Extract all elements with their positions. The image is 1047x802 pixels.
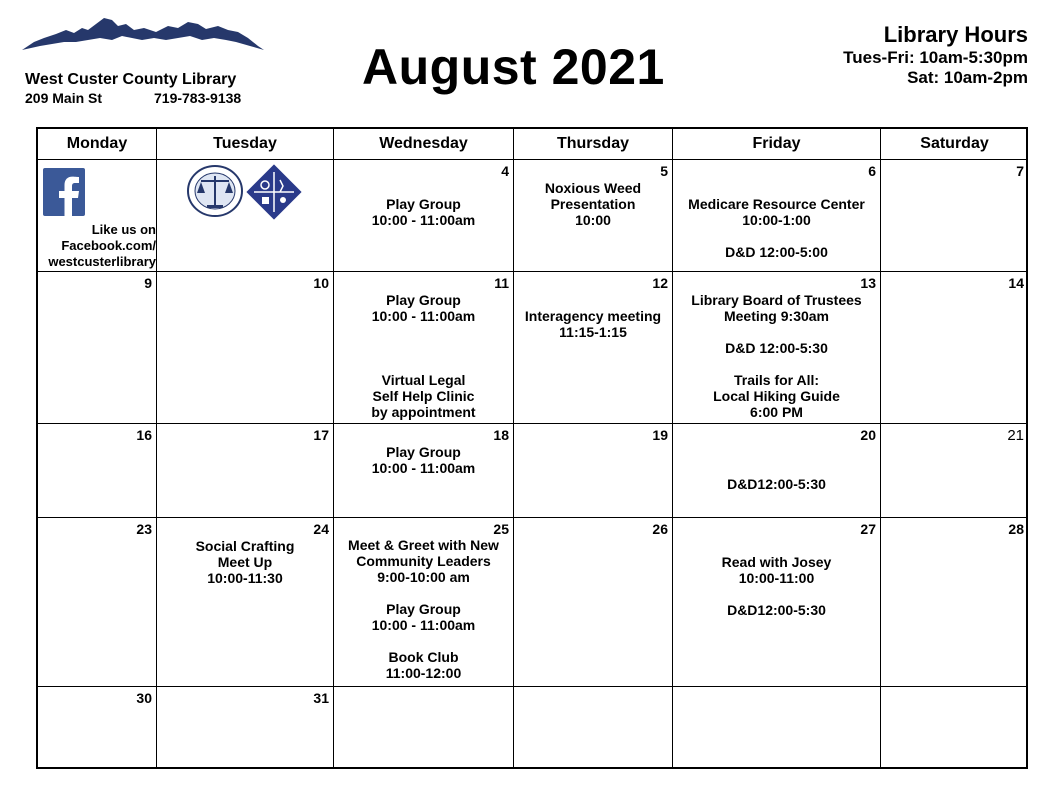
event-line: Virtual Legal xyxy=(381,372,466,388)
day-number: 20 xyxy=(860,427,876,443)
day-number: 27 xyxy=(860,521,876,537)
event-line xyxy=(673,324,880,340)
event-line: 10:00 - 11:00am xyxy=(371,308,476,324)
event-line: Read with Josey xyxy=(721,554,832,570)
event-line: 10:00-11:30 xyxy=(207,570,283,586)
day-number: 21 xyxy=(1007,427,1024,444)
day-cell xyxy=(334,424,514,518)
event-list xyxy=(334,537,513,681)
day-cell xyxy=(38,272,157,424)
event-line: 6:00 PM xyxy=(750,404,803,420)
day-cell xyxy=(881,160,1028,272)
day-number: 30 xyxy=(136,690,152,706)
event-line: Presentation xyxy=(550,196,636,212)
event-line: 10:00 xyxy=(575,212,611,228)
day-number: 10 xyxy=(313,275,329,291)
day-cell xyxy=(157,687,334,769)
header-saturday: Saturday xyxy=(881,129,1028,160)
facebook-link-text[interactable] xyxy=(48,222,156,270)
header-tuesday: Tuesday xyxy=(157,129,334,160)
library-address: 209 Main St xyxy=(25,90,103,106)
day-cell xyxy=(38,518,157,687)
day-cell xyxy=(334,160,514,272)
event-list xyxy=(514,180,672,228)
hours-weekday: Tues-Fri: 10am-5:30pm xyxy=(843,48,1028,67)
day-number: 19 xyxy=(652,427,668,443)
event-line xyxy=(334,633,513,649)
day-number: 24 xyxy=(313,521,329,537)
event-line: Book Club xyxy=(388,649,459,665)
event-line: Meet Up xyxy=(217,554,273,570)
event-line xyxy=(514,292,672,308)
event-list xyxy=(334,292,513,420)
event-list xyxy=(334,196,513,228)
day-cell xyxy=(673,518,881,687)
event-line xyxy=(673,460,880,476)
event-line: Medicare Resource Center xyxy=(688,196,865,212)
event-list xyxy=(157,538,333,586)
library-hours xyxy=(843,22,1028,88)
header-thursday: Thursday xyxy=(514,129,673,160)
event-line: 10:00-1:00 xyxy=(742,212,811,228)
hours-title: Library Hours xyxy=(883,22,1028,47)
day-cell xyxy=(673,687,881,769)
day-number: 26 xyxy=(652,521,668,537)
event-list xyxy=(334,444,513,476)
event-list xyxy=(673,538,880,618)
day-cell xyxy=(514,272,673,424)
day-cell xyxy=(881,687,1028,769)
day-cell xyxy=(157,160,334,272)
event-line xyxy=(673,444,880,460)
day-number: 9 xyxy=(144,275,152,291)
hours-saturday: Sat: 10am-2pm xyxy=(907,68,1028,87)
day-cell xyxy=(38,687,157,769)
event-line: Meet & Greet with New xyxy=(348,537,499,553)
event-line xyxy=(334,324,513,340)
day-cell xyxy=(157,424,334,518)
event-line: 10:00 - 11:00am xyxy=(371,212,476,228)
event-line xyxy=(673,538,880,554)
day-number: 31 xyxy=(313,690,329,706)
event-line: Noxious Weed xyxy=(544,180,642,196)
day-cell xyxy=(514,687,673,769)
day-cell xyxy=(673,424,881,518)
event-line: Meeting 9:30am xyxy=(723,308,830,324)
event-list xyxy=(673,196,880,260)
header-monday: Monday xyxy=(38,129,157,160)
event-line xyxy=(673,228,880,244)
day-number: 28 xyxy=(1008,521,1024,537)
day-cell xyxy=(157,518,334,687)
day-cell xyxy=(514,518,673,687)
day-cell xyxy=(673,272,881,424)
event-line xyxy=(334,356,513,372)
event-line: Play Group xyxy=(386,444,461,460)
day-number: 25 xyxy=(493,521,509,537)
event-line xyxy=(673,586,880,602)
day-cell xyxy=(334,518,514,687)
day-cell xyxy=(673,160,881,272)
event-line: 10:00 - 11:00am xyxy=(371,617,476,633)
day-number: 11 xyxy=(494,275,509,291)
day-number: 6 xyxy=(868,163,876,179)
day-number: 14 xyxy=(1008,275,1024,291)
day-number: 17 xyxy=(313,427,329,443)
facebook-text-line: westcusterlibrary xyxy=(48,254,156,269)
event-line: D&D 12:00-5:00 xyxy=(725,244,828,260)
mountain-logo-icon xyxy=(22,16,264,56)
event-line: Social Crafting xyxy=(195,538,295,554)
event-list xyxy=(673,444,880,492)
event-line: Play Group xyxy=(386,196,461,212)
event-line: by appointment xyxy=(371,404,476,420)
day-number: 5 xyxy=(660,163,668,179)
header-wednesday: Wednesday xyxy=(334,129,514,160)
event-line: Play Group xyxy=(386,601,461,617)
day-cell xyxy=(514,424,673,518)
day-number: 4 xyxy=(501,163,509,179)
event-line: D&D12:00-5:30 xyxy=(727,602,826,618)
event-list xyxy=(514,292,672,340)
event-line xyxy=(673,356,880,372)
header-friday: Friday xyxy=(673,129,881,160)
day-cell xyxy=(334,272,514,424)
event-line: Play Group xyxy=(386,292,461,308)
event-line: Self Help Clinic xyxy=(372,388,475,404)
event-line xyxy=(334,340,513,356)
event-line: Library Board of Trustees xyxy=(691,292,862,308)
event-line: Interagency meeting xyxy=(524,308,662,324)
event-line: 11:15-1:15 xyxy=(559,324,627,340)
event-line: D&D 12:00-5:30 xyxy=(725,340,828,356)
day-cell xyxy=(38,424,157,518)
day-number: 12 xyxy=(652,275,668,291)
day-cell xyxy=(881,272,1028,424)
event-line xyxy=(334,585,513,601)
equal-employment-seal-icon xyxy=(187,165,243,217)
day-cell xyxy=(881,424,1028,518)
event-line: 11:00-12:00 xyxy=(385,665,462,681)
event-line: Community Leaders xyxy=(356,553,491,569)
month-title: August 2021 xyxy=(362,39,665,95)
day-cell xyxy=(334,687,514,769)
calendar-grid xyxy=(36,127,1028,769)
day-cell xyxy=(514,160,673,272)
event-line: Trails for All: xyxy=(733,372,820,388)
facebook-icon[interactable] xyxy=(43,168,85,216)
day-number: 18 xyxy=(493,427,509,443)
event-line: 9:00-10:00 am xyxy=(377,569,470,585)
event-line: 10:00-11:00 xyxy=(738,570,815,586)
day-number: 13 xyxy=(860,275,876,291)
facebook-text-line: Facebook.com/ xyxy=(61,238,156,253)
day-cell xyxy=(38,160,157,272)
accessibility-services-icon xyxy=(245,163,303,221)
day-number: 23 xyxy=(136,521,152,537)
day-number: 7 xyxy=(1016,163,1024,179)
day-cell xyxy=(881,518,1028,687)
day-number: 16 xyxy=(136,427,152,443)
event-line: 10:00 - 11:00am xyxy=(371,460,476,476)
event-line: D&D12:00-5:30 xyxy=(727,476,826,492)
library-phone: 719-783-9138 xyxy=(154,90,242,106)
event-list xyxy=(673,292,880,420)
facebook-text-line: Like us on xyxy=(91,222,156,237)
day-cell xyxy=(157,272,334,424)
library-name: West Custer County Library xyxy=(25,71,237,88)
event-line: Local Hiking Guide xyxy=(713,388,840,404)
